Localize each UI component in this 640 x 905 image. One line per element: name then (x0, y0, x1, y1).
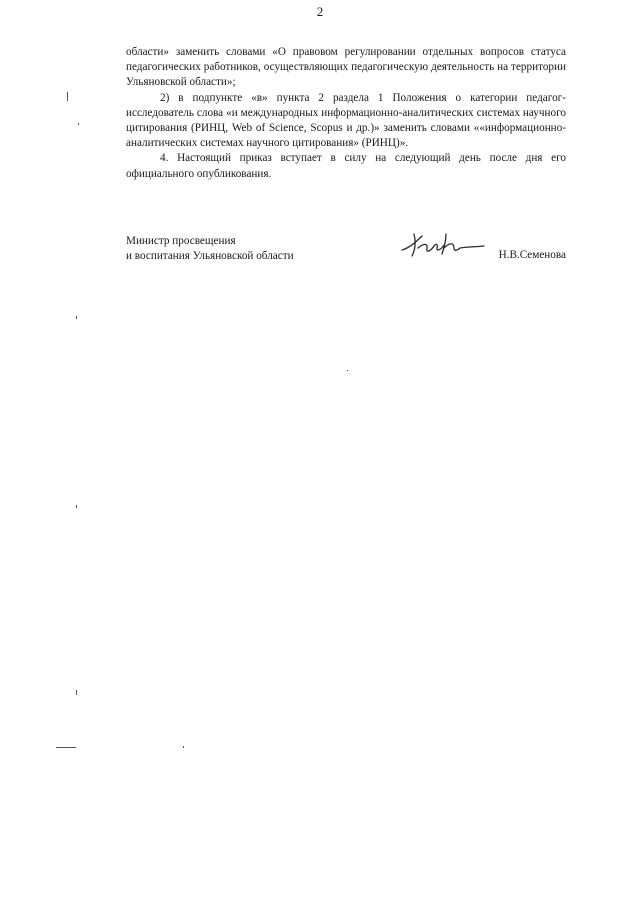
paragraph-item-4: 4. Настоящий приказ вступает в силу на следующий день после дня его официального опубликования. (126, 152, 566, 180)
scan-speck (76, 316, 77, 319)
page-number: 2 (316, 4, 324, 19)
signer-title-line-1: Министр просвещения (126, 235, 236, 247)
scan-speck (347, 370, 348, 371)
scan-speck (76, 690, 77, 695)
paragraph-subitem-2: 2) в подпункте «в» пункта 2 раздела 1 Положения о категории педагог-исследователь слова «и международных информационно-аналитических системах научного цитирования (РИНЦ, Web of Science, Scopus и др.)» заменить словами ««информационно-аналитических системах научного цитирования» (РИНЦ)». (126, 91, 566, 150)
signer-title (126, 234, 294, 264)
scan-speck (78, 123, 79, 125)
scan-speck (76, 505, 77, 508)
scan-speck (183, 746, 184, 748)
scan-speck (56, 747, 76, 748)
signer-title-line-2: и воспитания Ульяновской области (126, 250, 294, 263)
scan-speck (67, 92, 68, 101)
document-body (126, 45, 566, 182)
paragraph-continuation: области» заменить словами «О правовом регулировании отдельных вопросов статуса педагогических работников, осуществляющих педагогическую деятельность на территории Ульяновской области»; (126, 46, 566, 89)
signer-name: Н.В.Семенова (498, 249, 566, 261)
signature-block (126, 234, 566, 270)
handwritten-signature (398, 226, 486, 260)
